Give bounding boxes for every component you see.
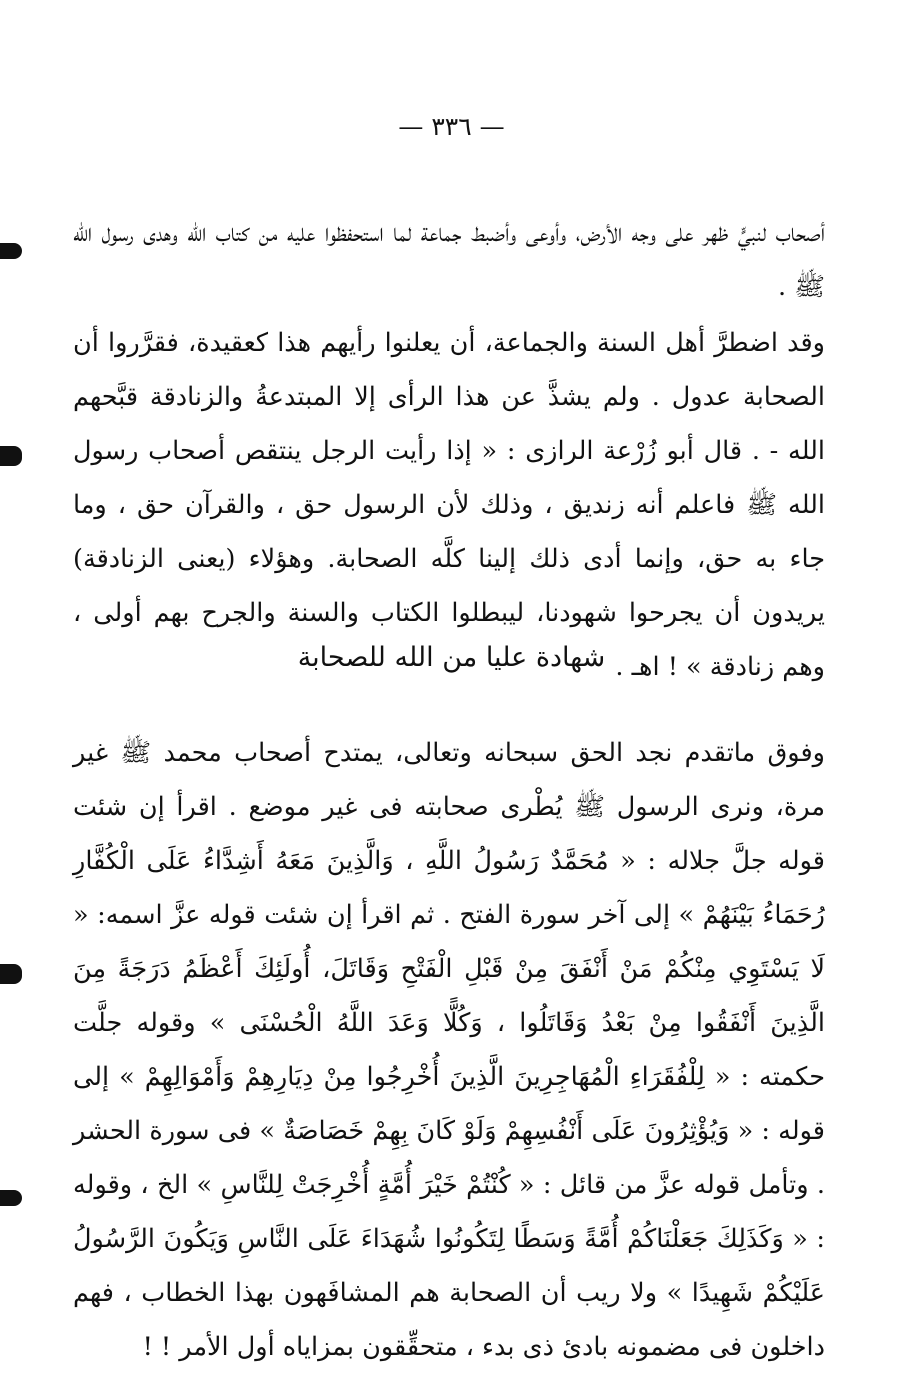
page-number: — ٣٣٦ —	[398, 112, 505, 141]
section-heading: شهادة عليا من الله للصحابة	[297, 642, 606, 673]
paragraph-sunni-position: وقد اضطرَّ أهل السنة والجماعة، أن يعلنوا رأيهم هذا كعقيدة، فقرَّروا أن الصحابة عدول . ولم يشذَّ عن هذا الرأى إلا المبتدعةُ والزنادقة قبَّحهم الله - . قال أبو زُرْعة الرازى : « إذا رأيت الرجل ينتقص أصحاب رسول الله ﷺ فاعلم أنه زنديق ، وذلك لأن الرسول حق ، والقرآن حق ، وما جاء به حق، وإنما أدى ذلك إلينا كلَّه الصحابة. وهؤلاء (يعنى الزنادقة) يريدون أن يجرحوا شهودنا، ليبطلوا الكتاب والسنة والجرح بهم أولى ، وهم زنادقة » ! اهـ .	[73, 327, 825, 682]
paragraph-divine-testimony: وفوق ماتقدم نجد الحق سبحانه وتعالى، يمتدح أصحاب محمد ﷺ غير مرة، ونرى الرسول ﷺ يُطْرى صحابته فى غير موضع . اقرأ إن شئت قوله جلَّ جلاله : « مُحَمَّدٌ رَسُولُ اللَّهِ ، وَالَّذِينَ مَعَهُ أَشِدَّاءُ عَلَى الْكُفَّارِ رُحَمَاءُ بَيْنَهُمْ » إلى آخر سورة الفتح . ثم اقرأ إن شئت قوله عزَّ اسمه: « لَا يَسْتَوِي مِنْكُمْ مَنْ أَنْفَقَ مِنْ قَبْلِ الْفَتْحِ وَقَاتَلَ، أُولَئِكَ أَعْظَمُ دَرَجَةً مِنَ الَّذِينَ أَنْفَقُوا مِنْ بَعْدُ وَقَاتَلُوا ، وَكُلًّا وَعَدَ اللَّهُ الْحُسْنَى » وقوله جلَّت حكمته : « لِلْفُقَرَاءِ الْمُهَاجِرِينَ الَّذِينَ أُخْرِجُوا مِنْ دِيَارِهِمْ وَأَمْوَالِهِمْ » إلى قوله : « وَيُؤْثِرُونَ عَلَى أَنْفُسِهِمْ وَلَوْ كَانَ بِهِمْ خَصَاصَةٌ » فى سورة الحشر . وتأمل قوله عزَّ من قائل : « كُنْتُمْ خَيْرَ أُمَّةٍ أُخْرِجَتْ لِلنَّاسِ » الخ ، وقوله : « وَكَذَلِكَ جَعَلْنَاكُمْ أُمَّةً وَسَطًا لِتَكُونُوا شُهَدَاءَ عَلَى النَّاسِ وَيَكُونَ الرَّسُولُ عَلَيْكُمْ شَهِيدًا » ولا ريب أن الصحابة هم المشافَهون بهذا الخطاب ، فهم داخلون فى مضمونه بادئ ذى بدء ، متحقِّقون بمزاياه أول الأمر ! !	[73, 737, 825, 1362]
margin-mark	[0, 1190, 22, 1206]
margin-mark	[0, 446, 22, 466]
margin-mark	[0, 243, 22, 259]
margin-mark	[0, 964, 22, 984]
paragraph-companions-intro: أصحاب لنبيٍّ ظهر على وجه الأرض، وأوعى وأضبط جماعة لما استحفظوا عليه من كتاب الله وهدى رسول الله ﷺ .	[73, 217, 825, 302]
